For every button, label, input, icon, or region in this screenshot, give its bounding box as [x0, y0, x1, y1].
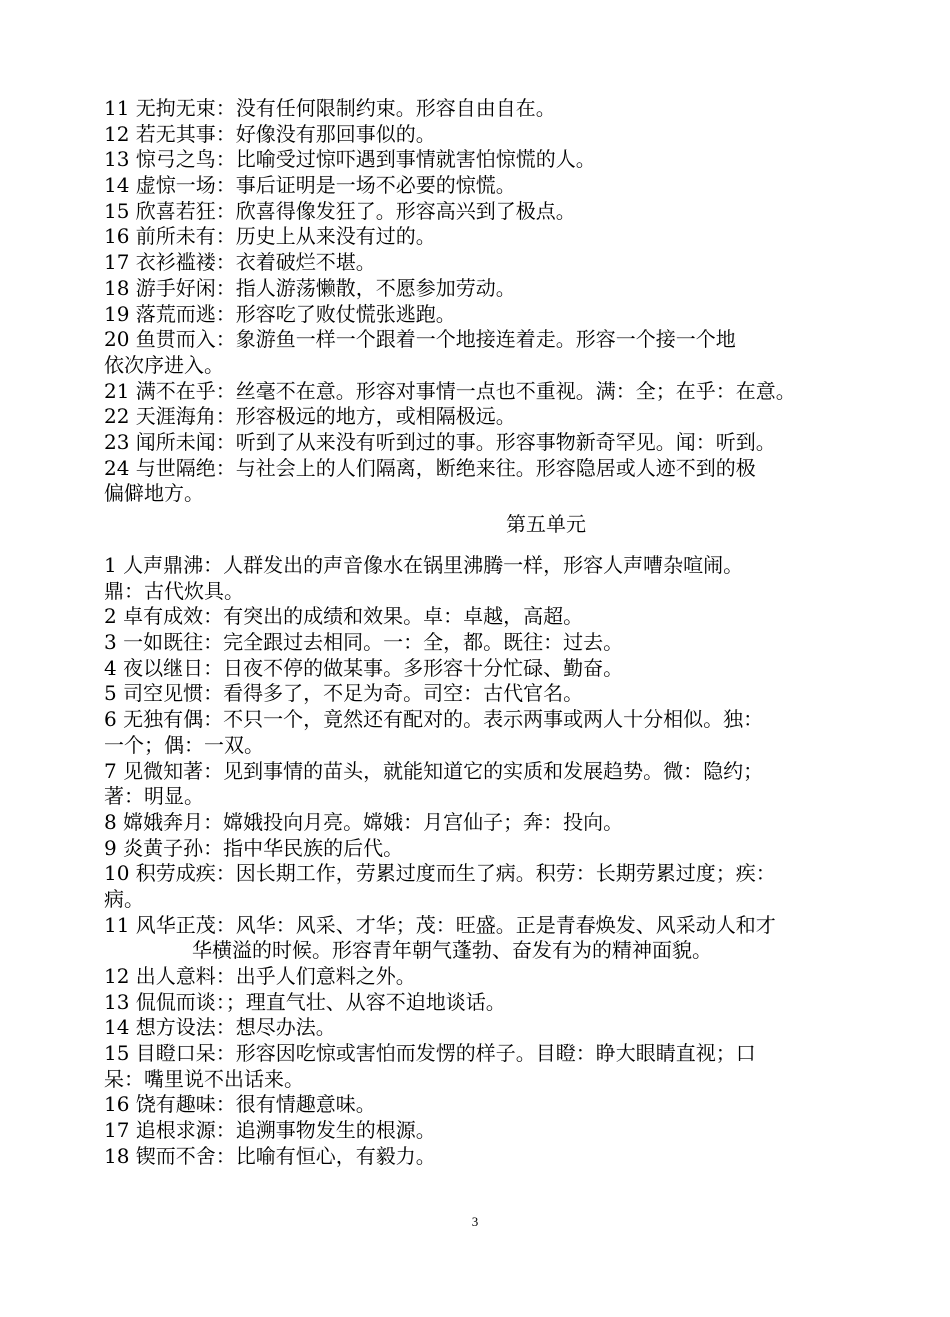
text-line: 1 人声鼎沸：人群发出的声音像水在锅里沸腾一样，形容人声嘈杂喧闹。: [104, 553, 744, 577]
text-line: 24 与世隔绝：与社会上的人们隔离，断绝来往。形容隐居或人迹不到的极: [104, 455, 756, 480]
text-line: 16 饶有趣味：很有情趣意味。: [104, 1092, 376, 1117]
text-line: 一个；偶：一双。: [104, 732, 264, 757]
text-line: 8 嫦娥奔月：嫦娥投向月亮。嫦娥：月宫仙子；奔：投向。: [104, 809, 624, 834]
text-line: 14 想方设法：想尽办法。: [104, 1015, 336, 1040]
text-line: 华横溢的时候。形容青年朝气蓬勃、奋发有为的精神面貌。: [192, 938, 712, 963]
text-line: 14 虚惊一场：事后证明是一场不必要的惊慌。: [104, 173, 516, 198]
text-line: 著：明显。: [104, 784, 204, 809]
text-line: 12 若无其事：好像没有那回事似的。: [104, 121, 436, 146]
text-line: 10 积劳成疾：因长期工作，劳累过度而生了病。积劳：长期劳累过度；疾：: [104, 861, 776, 886]
text-line: 17 衣衫褴褛：衣着破烂不堪。: [104, 250, 376, 275]
text-line: 21 满不在乎：丝毫不在意。形容对事情一点也不重视。满：全；在乎：在意。: [104, 378, 796, 403]
text-line: 13 侃侃而谈：；理直气壮、从容不迫地谈话。: [104, 989, 506, 1014]
section-title: 第五单元: [506, 512, 586, 536]
spacer: [104, 541, 864, 553]
text-line: 13 惊弓之鸟：比喻受过惊吓遇到事情就害怕惊慌的人。: [104, 147, 596, 172]
page-number: 3: [471, 1214, 479, 1229]
text-line: 17 追根求源：追溯事物发生的根源。: [104, 1118, 436, 1143]
text-line: 4 夜以继日：日夜不停的做某事。多形容十分忙碌、勤奋。: [104, 655, 624, 680]
text-line: 18 锲而不舍：比喻有恒心，有毅力。: [104, 1143, 436, 1168]
text-line: 15 欣喜若狂：欣喜得像发狂了。形容高兴到了极点。: [104, 198, 576, 223]
text-line: 偏僻地方。: [104, 481, 204, 506]
text-line: 2 卓有成效：有突出的成绩和效果。卓：卓越，高超。: [104, 604, 584, 629]
text-line: 9 炎黄子孙：指中华民族的后代。: [104, 835, 404, 860]
text-line: 15 目瞪口呆：形容因吃惊或害怕而发愣的样子。目瞪：睁大眼睛直视；口: [104, 1041, 756, 1066]
text-line: 鼎：古代炊具。: [104, 578, 244, 603]
text-line: 23 闻所未闻：听到了从来没有听到过的事。形容事物新奇罕见。闻：听到。: [104, 429, 776, 454]
text-line: 12 出人意料：出乎人们意料之外。: [104, 964, 416, 988]
text-line: 22 天涯海角：形容极远的地方，或相隔极远。: [104, 404, 516, 429]
text-line: 19 落荒而逃：形容吃了败仗慌张逃跑。: [104, 301, 456, 326]
text-line: 5 司空见惯：看得多了，不足为奇。司空：古代官名。: [104, 681, 584, 706]
text-line: 依次序进入。: [104, 352, 224, 377]
text-line: 7 见微知著：见到事情的苗头，就能知道它的实质和发展趋势。微：隐约；: [104, 758, 764, 783]
text-line: 16 前所未有：历史上从来没有过的。: [104, 224, 436, 249]
text-line: 3 一如既往：完全跟过去相同。一：全，都。既往：过去。: [104, 630, 624, 655]
text-line: 病。: [104, 886, 144, 911]
text-body: [104, 96, 864, 1170]
text-line: 11 风华正茂：风华：风采、才华；茂：旺盛。正是青春焕发、风采动人和才: [104, 912, 776, 937]
text-line: 18 游手好闲：指人游荡懒散，不愿参加劳动。: [104, 275, 516, 300]
text-line: 呆：嘴里说不出话来。: [104, 1066, 304, 1091]
text-line: 20 鱼贯而入：象游鱼一样一个跟着一个地接连着走。形容一个接一个地: [104, 327, 736, 352]
text-line: 11 无拘无束：没有任何限制约束。形容自由自在。: [104, 96, 556, 120]
text-line: 6 无独有偶：不只一个，竟然还有配对的。表示两事或两人十分相似。独：: [104, 707, 764, 732]
